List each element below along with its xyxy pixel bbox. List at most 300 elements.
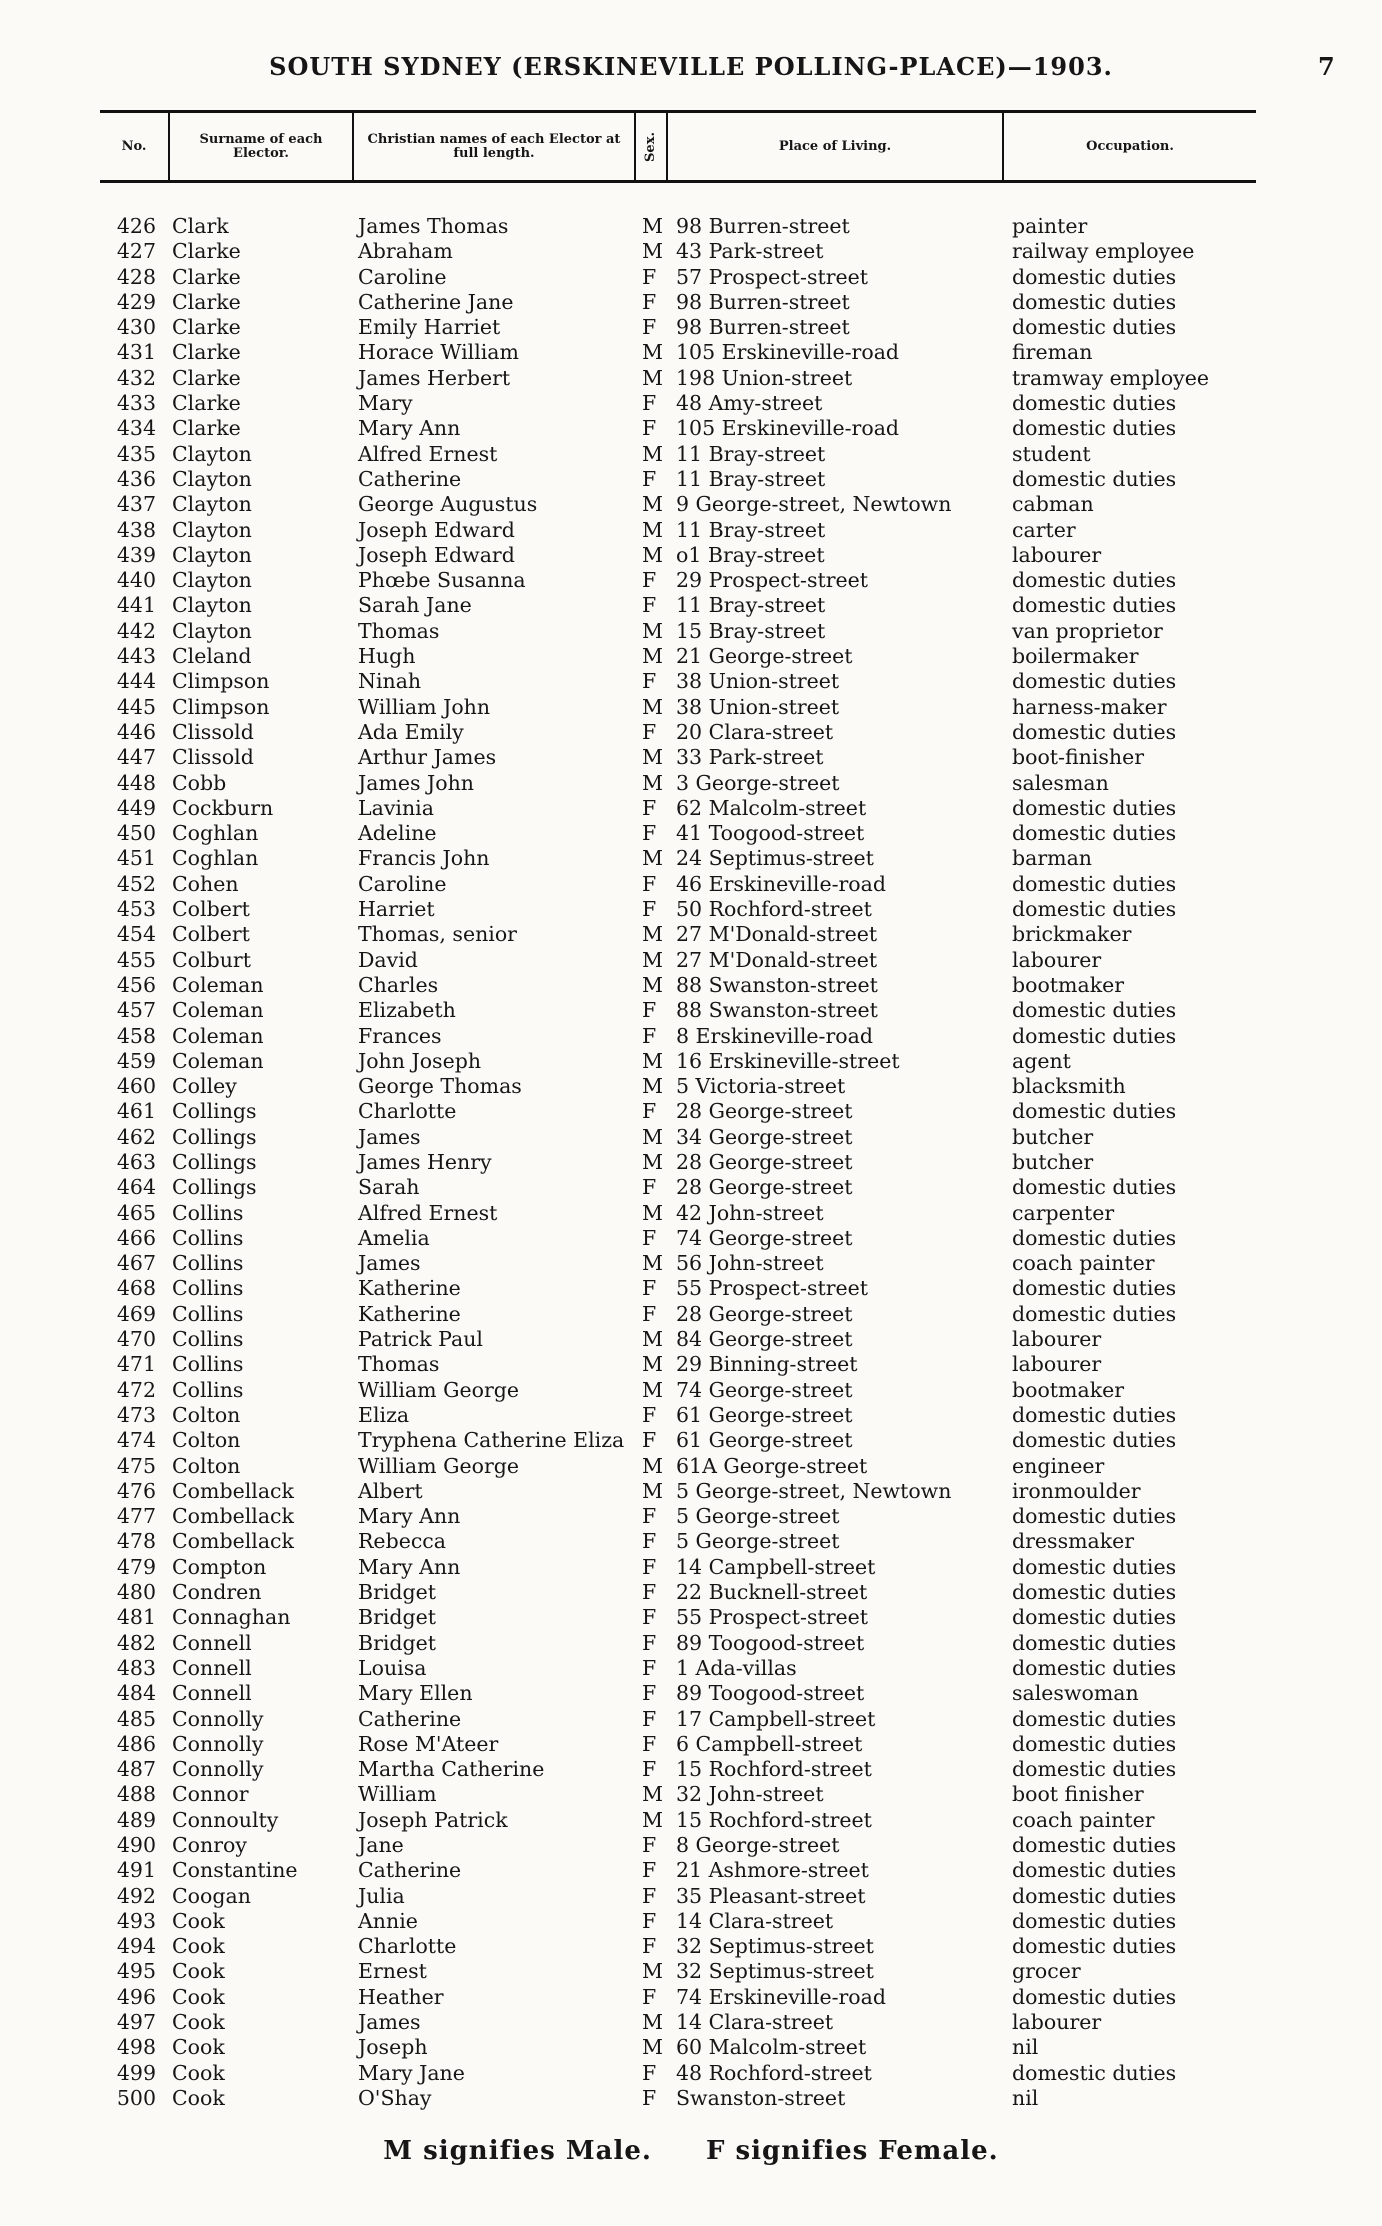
cell-christian-names: Katherine [358,1301,461,1326]
cell-occupation: domestic duties [1012,1655,1177,1680]
cell-sex: M [642,644,663,669]
table-row [100,1707,1256,1732]
cell-surname: Clayton [172,492,252,517]
cell-sex: M [642,2035,663,2060]
cell-sex: M [642,745,663,770]
cell-number: 437 [116,492,156,517]
cell-surname: Climpson [172,669,270,694]
cell-christian-names: Joseph Edward [358,542,515,567]
cell-number: 482 [116,1630,156,1655]
table-row [100,1884,1256,1909]
cell-christian-names: Arthur James [358,745,497,770]
cell-sex: F [642,1908,657,1933]
cell-christian-names: Joseph Edward [358,517,515,542]
cell-occupation: domestic duties [1012,466,1177,491]
cell-place-of-living: 27 M'Donald-street [676,922,878,947]
table-row [100,821,1256,846]
cell-number: 467 [116,1251,156,1276]
cell-place-of-living: 198 Union-street [676,365,853,390]
table-row [100,872,1256,897]
cell-number: 480 [116,1580,156,1605]
column-header-sex [636,113,668,180]
cell-occupation: domestic duties [1012,568,1177,593]
cell-number: 457 [116,998,156,1023]
cell-number: 483 [116,1655,156,1680]
cell-occupation: domestic duties [1012,1757,1177,1782]
cell-number: 443 [116,644,156,669]
cell-number: 474 [116,1428,156,1453]
table-row [100,695,1256,720]
cell-occupation: salesman [1012,770,1109,795]
cell-christian-names: Annie [358,1908,418,1933]
cell-surname: Coleman [172,972,264,997]
table-row [100,1909,1256,1934]
cell-sex: F [642,416,657,441]
cell-sex: M [642,1807,663,1832]
cell-place-of-living: 61A George-street [676,1453,868,1478]
cell-occupation: domestic duties [1012,1099,1177,1124]
cell-number: 458 [116,1023,156,1048]
cell-sex: M [642,694,663,719]
cell-sex: F [642,1225,657,1250]
cell-christian-names: Hugh [358,644,416,669]
column-header-surname: Surname of each Elector. [170,113,354,180]
cell-number: 484 [116,1681,156,1706]
cell-surname: Collings [172,1099,257,1124]
cell-number: 497 [116,2010,156,2035]
table-row [100,1631,1256,1656]
cell-occupation: painter [1012,214,1088,238]
cell-sex: F [642,998,657,1023]
cell-place-of-living: 98 Burren-street [676,289,850,314]
cell-place-of-living: 11 Bray-street [676,441,826,466]
cell-christian-names: James [358,1251,421,1276]
cell-christian-names: James John [358,770,475,795]
cell-occupation: engineer [1012,1453,1105,1478]
table-row [100,1175,1256,1200]
cell-place-of-living: 98 Burren-street [676,315,850,340]
table-row [100,1808,1256,1833]
cell-number: 498 [116,2035,156,2060]
cell-occupation: labourer [1012,542,1102,567]
table-row [100,669,1256,694]
cell-surname: Clayton [172,466,252,491]
cell-sex: M [642,441,663,466]
cell-sex: F [642,1858,657,1883]
cell-surname: Collins [172,1327,244,1352]
cell-place-of-living: 8 George-street [676,1833,840,1857]
cell-christian-names: Alfred Ernest [358,1200,498,1225]
cell-sex: M [642,1959,663,1984]
table-row [100,1201,1256,1226]
cell-number: 469 [116,1301,156,1326]
cell-christian-names: Sarah [358,1175,420,1200]
cell-christian-names: Bridget [358,1630,437,1655]
cell-place-of-living: 33 Park-street [676,745,824,770]
table-row [100,1934,1256,1959]
cell-number: 477 [116,1504,156,1529]
cell-number: 475 [116,1453,156,1478]
cell-number: 438 [116,517,156,542]
cell-number: 466 [116,1225,156,1250]
cell-sex: F [642,669,657,694]
table-row [100,1099,1256,1124]
table-row [100,1580,1256,1605]
cell-place-of-living: 20 Clara-street [676,719,834,744]
cell-occupation: ironmoulder [1012,1478,1141,1503]
cell-number: 476 [116,1478,156,1503]
cell-christian-names: Jane [358,1833,404,1857]
cell-number: 430 [116,315,156,340]
cell-surname: Collings [172,1149,257,1174]
cell-number: 444 [116,669,156,694]
cell-number: 486 [116,1731,156,1756]
cell-sex: M [642,1327,663,1352]
cell-place-of-living: 48 Rochford-street [676,2060,872,2085]
cell-number: 451 [116,846,156,871]
cell-occupation: domestic duties [1012,1402,1177,1427]
cell-number: 490 [116,1833,156,1857]
cell-christian-names: William George [358,1453,520,1478]
cell-place-of-living: 32 John-street [676,1782,824,1807]
cell-number: 439 [116,542,156,567]
cell-number: 448 [116,770,156,795]
cell-sex: M [642,618,663,643]
cell-christian-names: Caroline [358,264,447,289]
table-row [100,1757,1256,1782]
cell-christian-names: Sarah Jane [358,593,472,618]
cell-sex: F [642,593,657,618]
cell-surname: Coghlan [172,846,259,871]
cell-place-of-living: 34 George-street [676,1124,853,1149]
cell-surname: Clarke [172,340,241,365]
cell-surname: Cook [172,2060,225,2085]
cell-surname: Connaghan [172,1605,291,1630]
cell-number: 432 [116,365,156,390]
cell-place-of-living: 14 Clara-street [676,1908,834,1933]
cell-occupation: domestic duties [1012,289,1177,314]
cell-christian-names: Emily Harriet [358,315,501,340]
cell-christian-names: Mary Ann [358,1504,461,1529]
cell-christian-names: Charlotte [358,1934,457,1959]
table-row [100,1732,1256,1757]
cell-occupation: domestic duties [1012,1833,1177,1857]
cell-occupation: butcher [1012,1124,1094,1149]
cell-surname: Combellack [172,1529,294,1554]
cell-occupation: domestic duties [1012,1225,1177,1250]
cell-christian-names: William [358,1782,437,1807]
cell-christian-names: Thomas [358,1352,440,1377]
table-row [100,771,1256,796]
cell-occupation: domestic duties [1012,1605,1177,1630]
table-row [100,1529,1256,1554]
cell-number: 499 [116,2060,156,2085]
cell-occupation: domestic duties [1012,1883,1177,1908]
table-row [100,214,1256,239]
cell-christian-names: George Thomas [358,1074,522,1099]
cell-occupation: carter [1012,517,1076,542]
cell-surname: Collins [172,1276,244,1301]
cell-number: 495 [116,1959,156,1984]
cell-place-of-living: 6 Campbell-street [676,1731,863,1756]
cell-surname: Cook [172,1934,225,1959]
cell-christian-names: Phœbe Susanna [358,568,526,593]
cell-place-of-living: 38 Union-street [676,669,840,694]
cell-occupation: grocer [1012,1959,1081,1984]
cell-occupation: domestic duties [1012,1934,1177,1959]
table-row [100,1049,1256,1074]
cell-christian-names: Mary [358,391,413,416]
cell-occupation: brickmaker [1012,922,1132,947]
cell-sex: M [642,1782,663,1807]
table-row [100,796,1256,821]
cell-surname: Clark [172,214,229,238]
cell-surname: Collings [172,1124,257,1149]
cell-place-of-living: 84 George-street [676,1327,853,1352]
cell-occupation: blacksmith [1012,1074,1126,1099]
cell-number: 435 [116,441,156,466]
table-row [100,1226,1256,1251]
cell-number: 447 [116,745,156,770]
cell-number: 459 [116,1048,156,1073]
cell-place-of-living: 9 George-street, Newtown [676,492,952,517]
cell-place-of-living: 29 Binning-street [676,1352,858,1377]
cell-number: 481 [116,1605,156,1630]
table-row [100,720,1256,745]
cell-place-of-living: 5 George-street [676,1529,840,1554]
table-row [100,922,1256,947]
cell-place-of-living: 15 Bray-street [676,618,826,643]
cell-occupation: student [1012,441,1091,466]
cell-sex: F [642,1428,657,1453]
cell-christian-names: Rose M'Ateer [358,1731,499,1756]
cell-christian-names: Joseph [358,2035,428,2060]
cell-occupation: coach painter [1012,1251,1155,1276]
cell-christian-names: Mary Ann [358,1554,461,1579]
table-row [100,1782,1256,1807]
table-row [100,340,1256,365]
cell-christian-names: Catherine [358,466,462,491]
table-row [100,1454,1256,1479]
cell-place-of-living: 11 Bray-street [676,517,826,542]
cell-occupation: labourer [1012,1327,1102,1352]
cell-occupation: tramway employee [1012,365,1210,390]
cell-surname: Clarke [172,416,241,441]
table-row [100,1858,1256,1883]
cell-occupation: labourer [1012,1352,1102,1377]
cell-sex: M [642,770,663,795]
cell-occupation: domestic duties [1012,871,1177,896]
cell-number: 450 [116,821,156,846]
cell-number: 461 [116,1099,156,1124]
cell-surname: Connell [172,1655,252,1680]
cell-sex: F [642,1276,657,1301]
cell-occupation: domestic duties [1012,821,1177,846]
cell-place-of-living: 3 George-street [676,770,840,795]
page-number: 7 [1318,52,1335,81]
cell-occupation: bootmaker [1012,1377,1125,1402]
cell-sex: M [642,517,663,542]
table-row [100,1327,1256,1352]
table-row [100,948,1256,973]
cell-surname: Colton [172,1402,241,1427]
cell-place-of-living: o1 Bray-street [676,542,825,567]
cell-number: 431 [116,340,156,365]
cell-occupation: barman [1012,846,1093,871]
cell-number: 470 [116,1327,156,1352]
cell-number: 440 [116,568,156,593]
cell-christian-names: James [358,2010,421,2035]
cell-christian-names: Caroline [358,871,447,896]
cell-surname: Connolly [172,1731,264,1756]
header-bottom-rule [100,180,1256,183]
table-row [100,1074,1256,1099]
cell-place-of-living: 98 Burren-street [676,214,850,238]
cell-number: 468 [116,1276,156,1301]
cell-christian-names: Bridget [358,1605,437,1630]
column-header-place: Place of Living. [668,113,1004,180]
cell-sex: F [642,1605,657,1630]
table-row [100,1403,1256,1428]
cell-surname: Coleman [172,998,264,1023]
table-row [100,2010,1256,2035]
cell-place-of-living: 14 Campbell-street [676,1554,876,1579]
table-row [100,1555,1256,1580]
cell-surname: Connoulty [172,1807,279,1832]
table-row [100,1833,1256,1858]
female-legend: F signifies Female. [706,2136,999,2166]
cell-place-of-living: 61 George-street [676,1402,853,1427]
cell-sex: F [642,795,657,820]
cell-occupation: domestic duties [1012,593,1177,618]
cell-place-of-living: 22 Bucknell-street [676,1580,868,1605]
cell-christian-names: Lavinia [358,795,434,820]
cell-place-of-living: 62 Malcolm-street [676,795,867,820]
cell-surname: Colton [172,1428,241,1453]
cell-sex: F [642,1681,657,1706]
table-row [100,366,1256,391]
cell-sex: M [642,1352,663,1377]
cell-surname: Coleman [172,1048,264,1073]
cell-place-of-living: 55 Prospect-street [676,1276,869,1301]
cell-place-of-living: 28 George-street [676,1099,853,1124]
cell-christian-names: Martha Catherine [358,1757,545,1782]
cell-number: 478 [116,1529,156,1554]
table-row [100,1352,1256,1377]
cell-occupation: agent [1012,1048,1071,1073]
cell-place-of-living: 15 Rochford-street [676,1757,872,1782]
cell-number: 489 [116,1807,156,1832]
cell-sex: M [642,1074,663,1099]
table-row [100,998,1256,1023]
cell-occupation: domestic duties [1012,1706,1177,1731]
cell-surname: Connell [172,1630,252,1655]
cell-surname: Cohen [172,871,239,896]
cell-sex: M [642,492,663,517]
cell-place-of-living: 38 Union-street [676,694,840,719]
cell-surname: Cook [172,1984,225,2009]
cell-number: 479 [116,1554,156,1579]
cell-sex: M [642,340,663,365]
cell-sex: M [642,1377,663,1402]
cell-sex: F [642,1883,657,1908]
cell-number: 455 [116,947,156,972]
cell-surname: Clarke [172,365,241,390]
cell-christian-names: Heather [358,1984,444,2009]
table-row [100,518,1256,543]
cell-surname: Coghlan [172,821,259,846]
cell-occupation: domestic duties [1012,1630,1177,1655]
cell-place-of-living: 32 Septimus-street [676,1934,874,1959]
table-row [100,897,1256,922]
cell-number: 493 [116,1908,156,1933]
cell-place-of-living: 29 Prospect-street [676,568,869,593]
cell-surname: Collins [172,1301,244,1326]
cell-sex: F [642,1934,657,1959]
cell-christian-names: Bridget [358,1580,437,1605]
cell-surname: Cleland [172,644,252,669]
cell-occupation: domestic duties [1012,391,1177,416]
cell-number: 452 [116,871,156,896]
cell-occupation: domestic duties [1012,1428,1177,1453]
cell-surname: Colton [172,1453,241,1478]
cell-place-of-living: 48 Amy-street [676,391,823,416]
cell-occupation: domestic duties [1012,1276,1177,1301]
cell-sex: M [642,1453,663,1478]
cell-sex: F [642,1655,657,1680]
table-row [100,1605,1256,1630]
column-header-sex-label: Sex. [643,131,658,162]
cell-number: 433 [116,391,156,416]
cell-place-of-living: 11 Bray-street [676,593,826,618]
cell-christian-names: O'Shay [358,2085,432,2110]
table-row [100,2061,1256,2086]
cell-christian-names: Thomas, senior [358,922,517,947]
cell-surname: Cockburn [172,795,274,820]
cell-sex: F [642,1731,657,1756]
cell-number: 442 [116,618,156,643]
cell-sex: F [642,264,657,289]
cell-number: 464 [116,1175,156,1200]
table-row [100,1150,1256,1175]
cell-place-of-living: Swanston-street [676,2085,846,2110]
cell-christian-names: Catherine [358,1858,462,1883]
cell-number: 426 [116,214,156,238]
cell-sex: M [642,1200,663,1225]
cell-christian-names: Ada Emily [358,719,464,744]
cell-sex: F [642,2085,657,2110]
cell-place-of-living: 89 Toogood-street [676,1681,865,1706]
cell-occupation: domestic duties [1012,669,1177,694]
cell-surname: Clarke [172,315,241,340]
table-row [100,467,1256,492]
cell-number: 500 [116,2085,156,2110]
cell-christian-names: Francis John [358,846,490,871]
cell-surname: Clissold [172,745,254,770]
cell-christian-names: Abraham [358,239,453,264]
table-row [100,745,1256,770]
table-row [100,391,1256,416]
cell-number: 494 [116,1934,156,1959]
cell-number: 456 [116,972,156,997]
cell-surname: Colbert [172,897,250,922]
cell-christian-names: Tryphena Catherine Eliza [358,1428,625,1453]
cell-surname: Clarke [172,289,241,314]
cell-christian-names: Katherine [358,1276,461,1301]
cell-place-of-living: 24 Septimus-street [676,846,874,871]
table-row [100,973,1256,998]
footer-legend [0,2136,1382,2166]
